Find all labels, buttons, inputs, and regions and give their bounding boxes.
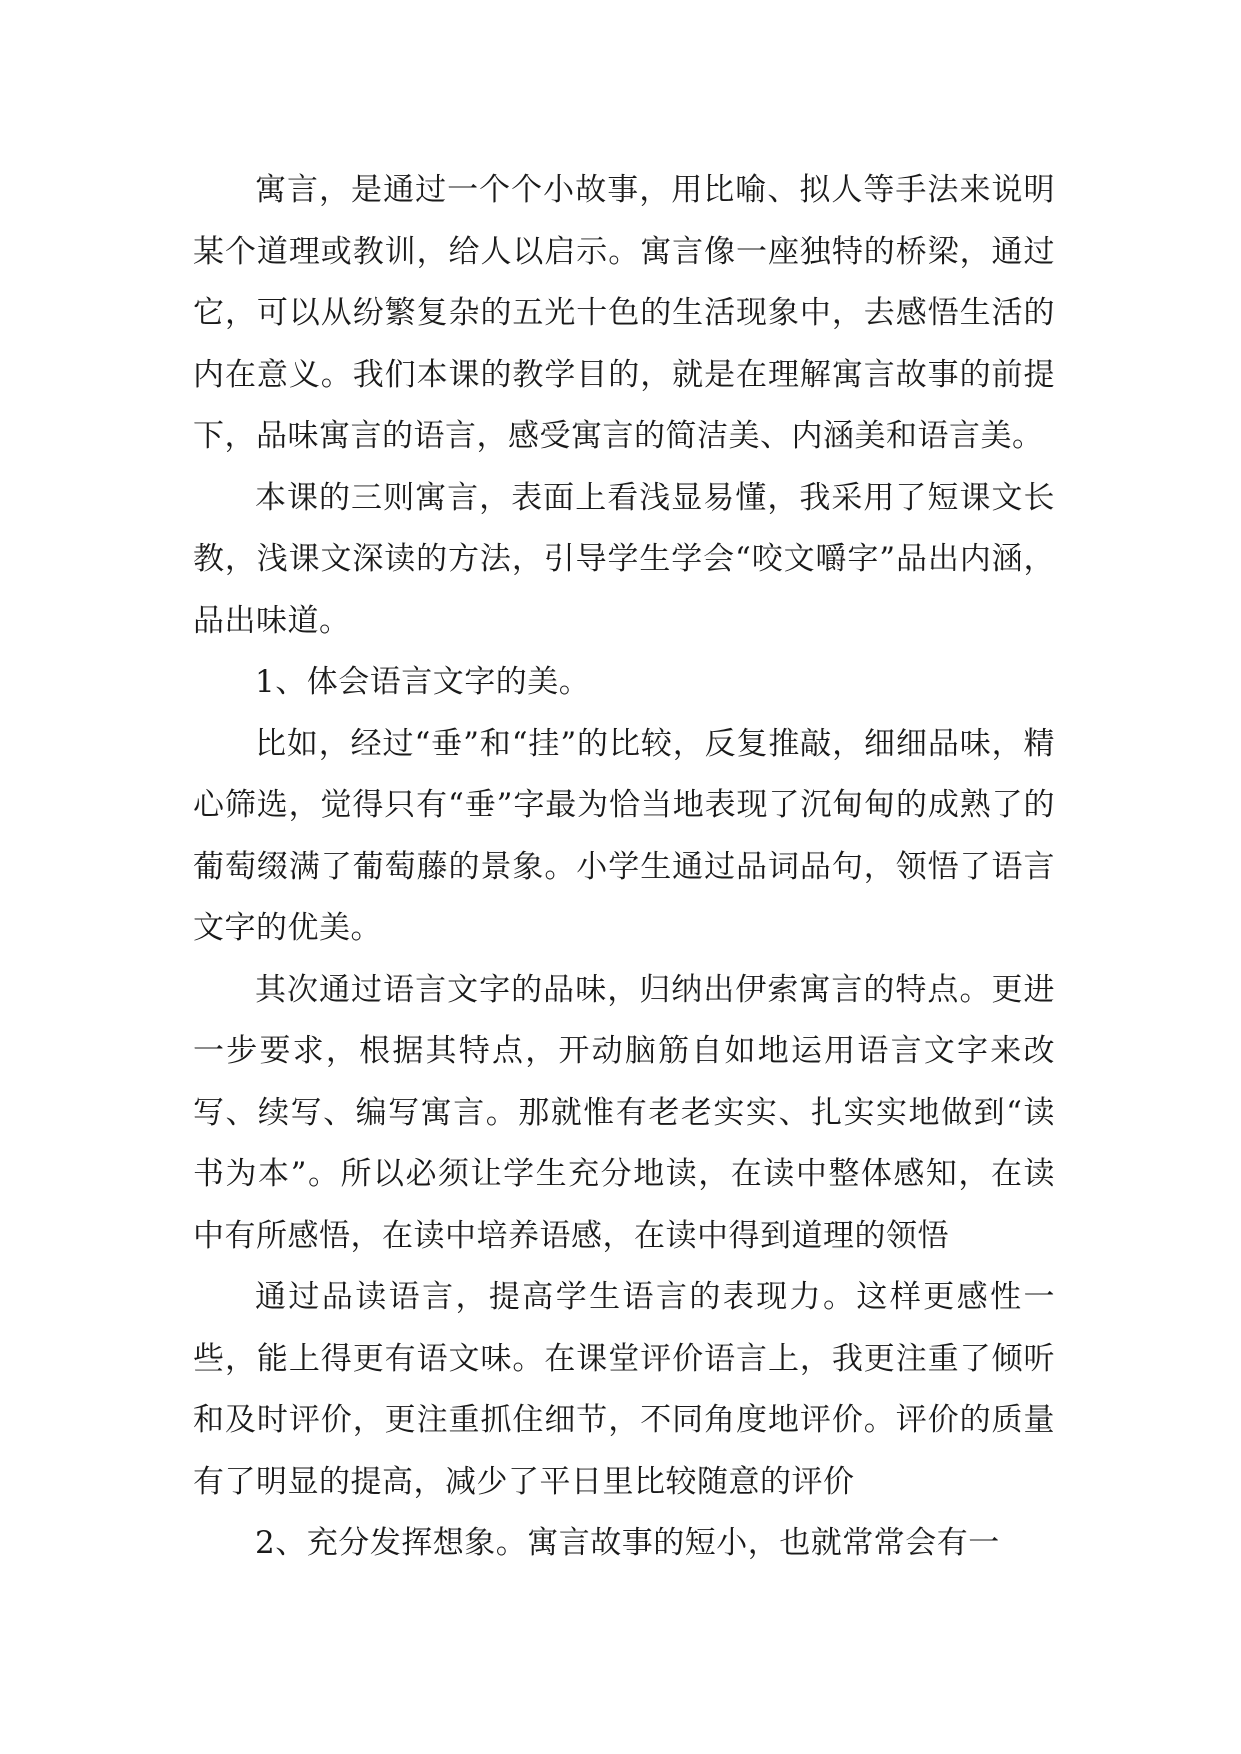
paragraph-heading-1: 1、体会语言文字的美。 — [255, 664, 591, 700]
paragraph-evaluation: 通过品读语言，提高学生语言的表现力。这样更感性一些，能上得更有语文味。在课堂评价语言上，我更注重了倾听和及时评价，更注重抓住细节，不同角度地评价。评价的质量有了明显的提高，减少了平日里比较随意的评价 — [193, 1279, 1055, 1500]
document-body — [193, 160, 1055, 1575]
paragraph-intro: 寓言，是通过一个个小故事，用比喻、拟人等手法来说明某个道理或教训，给人以启示。寓言像一座独特的桥梁，通过它，可以从纷繁复杂的五光十色的生活现象中，去感悟生活的内在意义。我们本课的教学目的，就是在理解寓言故事的前提下，品味寓言的语言，感受寓言的简洁美、内涵美和语言美。 — [193, 172, 1055, 454]
paragraph-example: 比如，经过“垂”和“挂”的比较，反复推敲，细细品味，精心筛选，觉得只有“垂”字最为恰当地表现了沉甸甸的成熟了的葡萄缀满了葡萄藤的景象。小学生通过品词品句，领悟了语言文字的优美。 — [193, 725, 1055, 946]
paragraph-heading-2: 2、充分发挥想象。寓言故事的短小，也就常常会有一 — [255, 1525, 1000, 1561]
paragraph-method: 本课的三则寓言，表面上看浅显易懂，我采用了短课文长教，浅课文深读的方法，引导学生学会“咬文嚼字”品出内涵，品出味道。 — [193, 479, 1055, 639]
paragraph-second: 其次通过语言文字的品味，归纳出伊索寓言的特点。更进一步要求，根据其特点，开动脑筋自如地运用语言文字来改写、续写、编写寓言。那就惟有老老实实、扎实实地做到“读书为本”。所以必须让学生充分地读，在读中整体感知，在读中有所感悟，在读中培养语感，在读中得到道理的领悟 — [193, 971, 1055, 1254]
